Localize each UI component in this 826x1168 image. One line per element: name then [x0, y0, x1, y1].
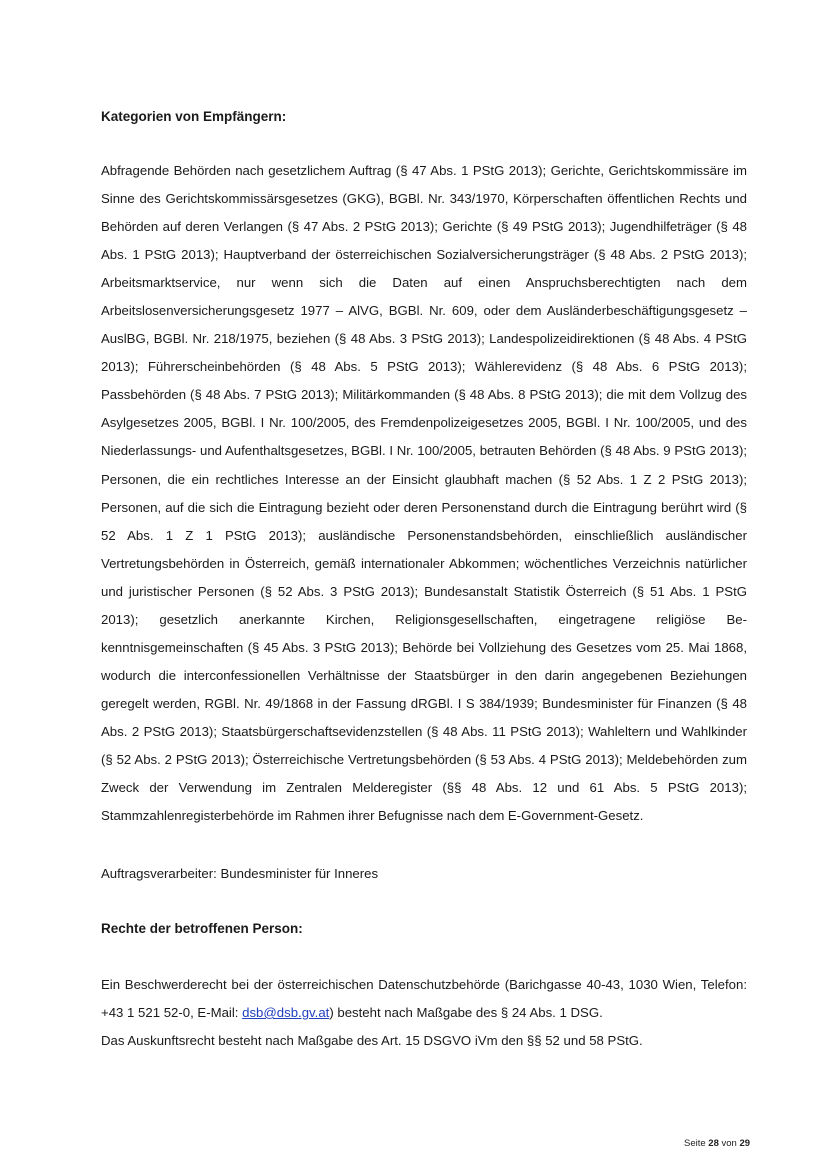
page-number — [684, 1138, 750, 1150]
complaint-text-after: ) besteht nach Maßgabe des § 24 Abs. 1 DSG. — [329, 1005, 603, 1020]
page-of: von — [721, 1138, 737, 1149]
dsb-email-link[interactable]: dsb@dsb.gv.at — [242, 1005, 330, 1020]
rights-heading: Rechte der betroffenen Person: — [101, 921, 303, 936]
page-total: 29 — [739, 1138, 751, 1149]
complaint-right-paragraph — [101, 971, 747, 1027]
processor-line: Auftragsverarbeiter: Bundesminister für Inneres — [101, 866, 379, 881]
complaint-text-before: Ein Beschwerderecht bei der österreichischen Datenschutzbehörde (Barichgasse 40-43, 1030 Wien, Telefon: +43 1 521 52-0, E-Mail: — [101, 977, 747, 1020]
access-right-line: Das Auskunftsrecht besteht nach Maßgabe des Art. 15 DSGVO iVm den §§ 52 und 58 PStG. — [101, 1033, 643, 1048]
recipients-heading: Kategorien von Empfängern: — [101, 109, 287, 124]
page-prefix: Seite — [684, 1138, 706, 1149]
page-current: 28 — [708, 1138, 719, 1149]
recipients-paragraph: Abfragende Behörden nach gesetzlichem Auftrag (§ 47 Abs. 1 PStG 2013); Gerichte, Gerichtskommissäre im Sinne des Gerichtskommissärsgesetzes (GKG), BGBl. Nr. 343/1970, Körperschaften öffentlichen Rechts und Behörden auf deren Verlangen (§ 47 Abs. 2 PStG 2013); Gerichte (§ 49 PStG 2013); Jugendhilfeträger (§ 48 Abs. 1 PStG 2013); Hauptverband der österreichischen Sozialversicherungsträger (§ 48 Abs. 2 PStG 2013); Arbeitsmarktservice, nur wenn sich die Daten auf einen Anspruchsberechtigten nach dem Arbeitslosenversicherungsgesetz 1977 – AlVG, BGBl. Nr. 609, oder dem Ausländerbeschäftigungsgesetz – AuslBG, BGBl. Nr. 218/1975, beziehen (§ 48 Abs. 3 PStG 2013); Landespolizeidirektionen (§ 48 Abs. 4 PStG 2013); Führerscheinbehörden (§ 48 Abs. 5 PStG 2013); Wählerevidenz (§ 48 Abs. 6 PStG 2013); Passbehörden (§ 48 Abs. 7 PStG 2013); Militärkommanden (§ 48 Abs. 8 PStG 2013); die mit dem Vollzug des Asylgesetzes 2005, BGBl. I Nr. 100/2005, des Fremdenpolizeigesetzes 2005, BGBl. I Nr. 100/2005, und des Niederlassungs- und Aufenthaltsgesetzes, BGBl. I Nr. 100/2005, betrauten Behörden (§ 48 Abs. 9 PStG 2013); Personen, die ein rechtliches Interesse an der Einsicht glaubhaft machen (§ 52 Abs. 1 Z 2 PStG 2013); Personen, auf die sich die Eintragung bezieht oder deren Personenstand durch die Eintragung berührt wird (§ 52 Abs. 1 Z 1 PStG 2013); ausländische Personenstandsbehörden, einschließlich ausländischer Vertretungsbehörden in Österreich, gemäß internationaler Abkommen; wöchentliches Verzeichnis natürlicher und juristischer Personen (§ 52 Abs. 3 PStG 2013); Bundesanstalt Statistik Österreich (§ 51 Abs. 1 PStG 2013); gesetzlich anerkannte Kirchen, Religionsgesellschaften, eingetragene religiöse Bekenntnisgemeinschaften (§ 45 Abs. 3 PStG 2013); Behörde bei Vollziehung des Gesetzes vom 25. Mai 1868, wodurch die interconfessionellen Verhältnisse der Staatsbürger in den darin angegebenen Beziehungen geregelt werden, RGBl. Nr. 49/1868 in der Fassung dRGBl. I S 384/1939; Bundesminister für Finanzen (§ 48 Abs. 2 PStG 2013); Staatsbürgerschaftsevidenzstellen (§ 48 Abs. 11 PStG 2013); Wahleltern und Wahlkinder (§ 52 Abs. 2 PStG 2013); Österreichische Vertretungsbehörden (§ 53 Abs. 4 PStG 2013); Meldebehörden zum Zweck der Verwendung im Zentralen Melderegister (§§ 48 Abs. 12 und 61 Abs. 5 PStG 2013); Stammzahlenregisterbehörde im Rahmen ihrer Befugnisse nach dem E-Government-Gesetz. — [101, 163, 747, 824]
